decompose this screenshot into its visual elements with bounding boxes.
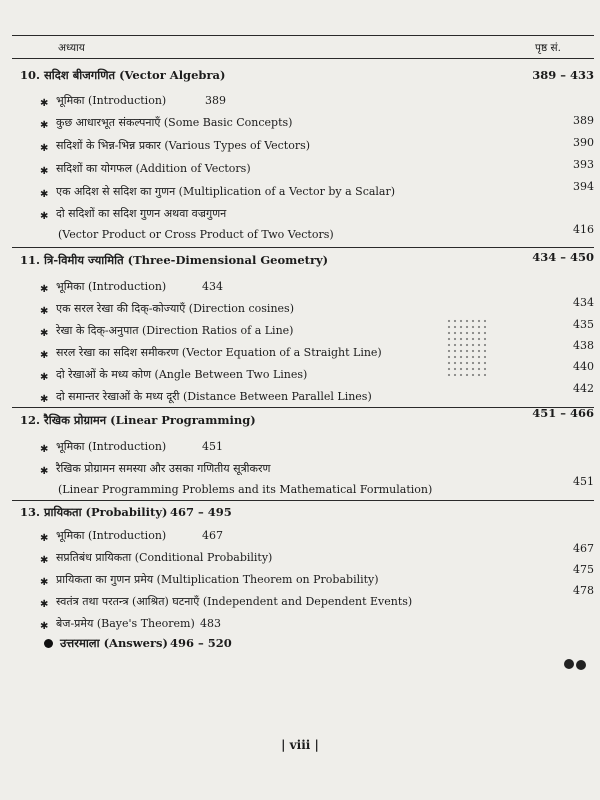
toc-page: 393: [573, 158, 594, 171]
bullet-icon: ✱: [40, 599, 49, 610]
section-rule: [12, 407, 594, 408]
toc-page: 440: [573, 360, 594, 373]
toc-page: 467: [573, 542, 594, 555]
toc-item: रैखिक प्रोग्रामन समस्या और उसका गणितीय सूत्रीकरण: [56, 462, 271, 475]
bullet-icon: ✱: [40, 577, 49, 588]
toc-item: सप्रतिबंध प्रायिकता (Conditional Probability): [56, 551, 273, 564]
chapter-12-page-range: 451 – 466: [532, 406, 594, 420]
toc-item: दो समान्तर रेखाओं के मध्य दूरी (Distance Between Parallel Lines): [56, 390, 372, 403]
answers-bullet-icon: [44, 639, 53, 648]
chapter-10-title: 10. सदिश बीजगणित (Vector Algebra): [20, 68, 226, 82]
toc-item: रेखा के दिक्-अनुपात (Direction Ratios of a Line): [56, 324, 294, 337]
chapter-11-title: 11. त्रि-विमीय ज्यामिति (Three-Dimensional Geometry): [20, 253, 329, 267]
header-rule: [12, 58, 594, 59]
answers-title: उत्तरमाला (Answers): [60, 636, 168, 650]
toc-page: 442: [573, 382, 594, 395]
bullet-icon: ✱: [40, 372, 49, 383]
toc-page: 434: [573, 296, 594, 309]
toc-page: 394: [573, 180, 594, 193]
toc-page: 416: [573, 223, 594, 236]
bullet-icon: ✱: [40, 189, 49, 200]
toc-inline-page: 467: [202, 529, 223, 542]
toc-item: दो सदिशों का सदिश गुणन अथवा वज्रगुणन: [56, 207, 227, 220]
toc-item: भूमिका (Introduction): [56, 529, 167, 542]
bullet-icon: ✱: [40, 120, 49, 131]
ink-blot: [576, 660, 586, 670]
toc-page: 438: [573, 339, 594, 352]
page-number: | viii |: [281, 738, 319, 752]
toc-item: भूमिका (Introduction): [56, 280, 167, 293]
bullet-icon: ✱: [40, 98, 49, 109]
toc-inline-page: 483: [200, 617, 221, 630]
toc-item: प्रायिकता का गुणन प्रमेय (Multiplication Theorem on Probability): [56, 573, 379, 586]
ink-speckle: [446, 318, 486, 376]
toc-item: एक सरल रेखा की दिक्-कोज्याएँ (Direction cosines): [56, 302, 294, 315]
chapter-column-header: अध्याय: [58, 42, 85, 54]
bullet-icon: ✱: [40, 466, 49, 477]
chapter-12-title: 12. रैखिक प्रोग्रामन (Linear Programming): [20, 413, 256, 427]
toc-inline-page: 434: [202, 280, 223, 293]
toc-page: 478: [573, 584, 594, 597]
chapter-10-page-range: 389 – 433: [532, 68, 594, 82]
toc-item: सरल रेखा का सदिश समीकरण (Vector Equation of a Straight Line): [56, 346, 382, 359]
answers-page-range: 496 – 520: [170, 636, 232, 650]
bullet-icon: ✱: [40, 533, 49, 544]
toc-page: 475: [573, 563, 594, 576]
toc-item: कुछ आधारभूत संकल्पनाएँ (Some Basic Concepts): [56, 116, 293, 129]
toc-item-continuation: (Linear Programming Problems and its Mathematical Formulation): [58, 483, 433, 496]
bullet-icon: ✱: [40, 284, 49, 295]
chapter-13-title: 13. प्रायिकता (Probability): [20, 505, 168, 519]
toc-page: 435: [573, 318, 594, 331]
bullet-icon: ✱: [40, 143, 49, 154]
bullet-icon: ✱: [40, 555, 49, 566]
ink-blot: [564, 659, 574, 669]
top-rule: [12, 35, 594, 36]
toc-item: स्वतंत्र तथा परतन्त्र (आश्रित) घटनाएँ (Independent and Dependent Events): [56, 595, 413, 608]
bullet-icon: ✱: [40, 166, 49, 177]
toc-item-continuation: (Vector Product or Cross Product of Two Vectors): [58, 228, 334, 241]
toc-item: भूमिका (Introduction): [56, 440, 167, 453]
bullet-icon: ✱: [40, 621, 49, 632]
section-rule: [12, 500, 594, 501]
toc-item: दो रेखाओं के मध्य कोण (Angle Between Two Lines): [56, 368, 308, 381]
section-rule: [12, 247, 594, 248]
bullet-icon: ✱: [40, 306, 49, 317]
bullet-icon: ✱: [40, 394, 49, 405]
bullet-icon: ✱: [40, 444, 49, 455]
toc-item: सदिशों का योगफल (Addition of Vectors): [56, 162, 251, 175]
toc-page: 451: [573, 475, 594, 488]
toc-page: 389: [573, 114, 594, 127]
bullet-icon: ✱: [40, 211, 49, 222]
toc-page: 390: [573, 136, 594, 149]
bullet-icon: ✱: [40, 350, 49, 361]
toc-inline-page: 389: [205, 94, 226, 107]
toc-inline-page: 451: [202, 440, 223, 453]
chapter-13-page-range: 467 – 495: [170, 505, 232, 519]
page-column-header: पृष्ठ सं.: [535, 42, 561, 54]
chapter-11-page-range: 434 – 450: [532, 250, 594, 264]
toc-item: भूमिका (Introduction): [56, 94, 167, 107]
bullet-icon: ✱: [40, 328, 49, 339]
toc-item: एक अदिश से सदिश का गुणन (Multiplication of a Vector by a Scalar): [56, 185, 396, 198]
toc-item: बेज-प्रमेय (Baye's Theorem): [56, 617, 195, 630]
toc-item: सदिशों के भिन्न-भिन्न प्रकार (Various Types of Vectors): [56, 139, 311, 152]
